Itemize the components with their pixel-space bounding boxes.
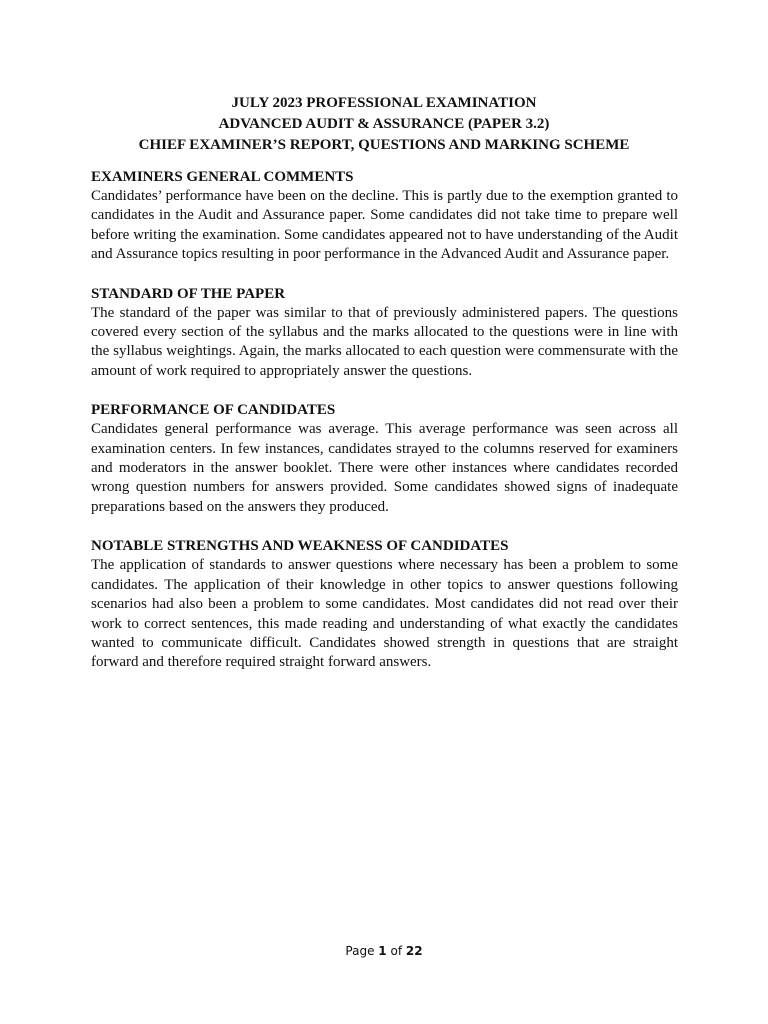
of-word: of <box>390 944 403 958</box>
section-standard-of-paper <box>91 284 678 382</box>
header-report-title: CHIEF EXAMINER’S REPORT, QUESTIONS AND MARKING SCHEME <box>138 137 630 153</box>
header-paper-title: ADVANCED AUDIT & ASSURANCE (PAPER 3.2) <box>218 116 550 132</box>
section-performance-of-candidates <box>91 400 678 517</box>
section-title: PERFORMANCE OF CANDIDATES <box>91 402 336 419</box>
section-title: EXAMINERS GENERAL COMMENTS <box>91 169 354 185</box>
report-body <box>91 167 678 692</box>
section-text: The application of standards to answer questions where necessary has been a problem to some candidates. The application of their knowledge in other topics to answer questions following scenarios had also been a problem to some candidates. Most candidates did not read over their work to correct sentences, this made reading and understanding of what exactly the candidates wanted to communicate difficult. Candidates showed strength in questions that are straight forward and therefore required straight forward answers. <box>91 557 678 671</box>
page-word: Page <box>345 944 375 958</box>
section-title: NOTABLE STRENGTHS AND WEAKNESS OF CANDIDATES <box>91 538 509 555</box>
section-strengths-and-weakness <box>91 536 678 672</box>
total-page-count: 22 <box>405 944 423 958</box>
section-general-comments <box>91 167 678 265</box>
header-exam-title: JULY 2023 PROFESSIONAL EXAMINATION <box>231 95 537 111</box>
section-text: The standard of the paper was similar to that of previously administered papers. The questions covered every section of the syllabus and the marks allocated to the questions were in line with the syllabus weightings. Again, the marks allocated to each question were commensurate with the amount of work required to appropriately answer the questions. <box>91 304 678 379</box>
section-title: STANDARD OF THE PAPER <box>91 285 286 302</box>
section-text: Candidates general performance was average. This average performance was seen across all examination centers. In few instances, candidates strayed to the columns reserved for examiners and moderators in the answer booklet. There were other instances where candidates recorded wrong question numbers for answers provided. Some candidates showed signs of inadequate preparations based on the answers they produced. <box>91 421 678 515</box>
section-text: Candidates’ performance have been on the decline. This is partly due to the exemption granted to candidates in the Audit and Assurance paper. Some candidates did not take time to prepare well before writing the examination. Some candidates appeared not to have understanding of the Audit and Assurance topics resulting in poor performance in the Advanced Audit and Assurance paper. <box>91 188 678 263</box>
current-page-number: 1 <box>378 944 387 958</box>
page-footer <box>0 942 768 960</box>
report-header <box>0 93 768 156</box>
